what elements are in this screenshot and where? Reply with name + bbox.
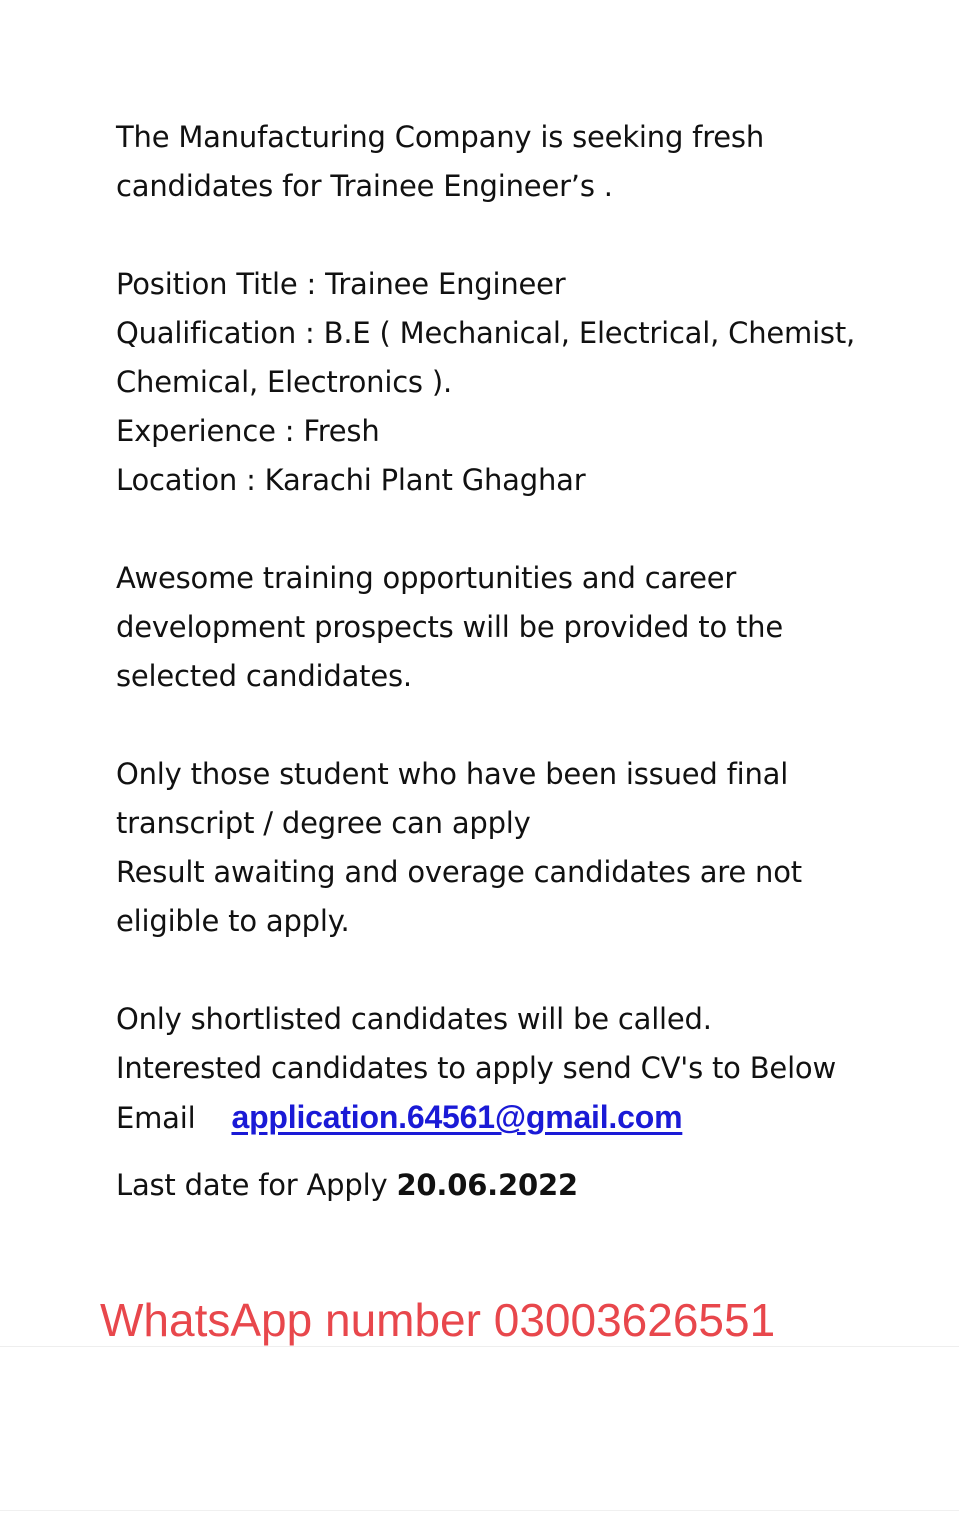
eligibility-line-3: Result awaiting and overage candidates are not <box>116 855 802 889</box>
intro-line-2: candidates for Trainee Engineer’s . <box>116 169 613 203</box>
email-label: Email <box>116 1101 196 1135</box>
shortlist-note: Only shortlisted candidates will be called. <box>116 1002 712 1036</box>
training-line-2: development prospects will be provided to the <box>116 610 783 644</box>
job-posting <box>116 113 856 1210</box>
training-line-1: Awesome training opportunities and career <box>116 561 737 595</box>
email-link[interactable]: application.64561@gmail.com <box>231 1099 683 1135</box>
intro-line-1: The Manufacturing Company is seeking fresh <box>116 120 765 154</box>
location: Location : Karachi Plant Ghaghar <box>116 463 586 497</box>
eligibility-line-4: eligible to apply. <box>116 904 350 938</box>
training-line-3: selected candidates. <box>116 659 412 693</box>
spacer <box>116 701 856 750</box>
apply-instruction: Interested candidates to apply send CV's to Below <box>116 1051 836 1085</box>
position-title: Position Title : Trainee Engineer <box>116 267 566 301</box>
blank-footer-area <box>0 1347 959 1536</box>
deadline-label: Last date for Apply <box>116 1168 388 1202</box>
deadline-date: 20.06.2022 <box>396 1168 578 1202</box>
qualification-line-1: Qualification : B.E ( Mechanical, Electrical, Chemist, <box>116 316 856 350</box>
eligibility-line-1: Only those student who have been issued final <box>116 757 789 791</box>
eligibility-line-2: transcript / degree can apply <box>116 806 531 840</box>
qualification-line-2: Chemical, Electronics ). <box>116 365 452 399</box>
spacer <box>116 946 856 995</box>
deadline-row <box>116 1161 856 1210</box>
spacer <box>116 505 856 554</box>
divider <box>0 1510 959 1511</box>
email-row <box>116 1093 856 1143</box>
experience: Experience : Fresh <box>116 414 380 448</box>
whatsapp-number: WhatsApp number 03003626551 <box>100 1294 776 1346</box>
spacer <box>116 211 856 260</box>
